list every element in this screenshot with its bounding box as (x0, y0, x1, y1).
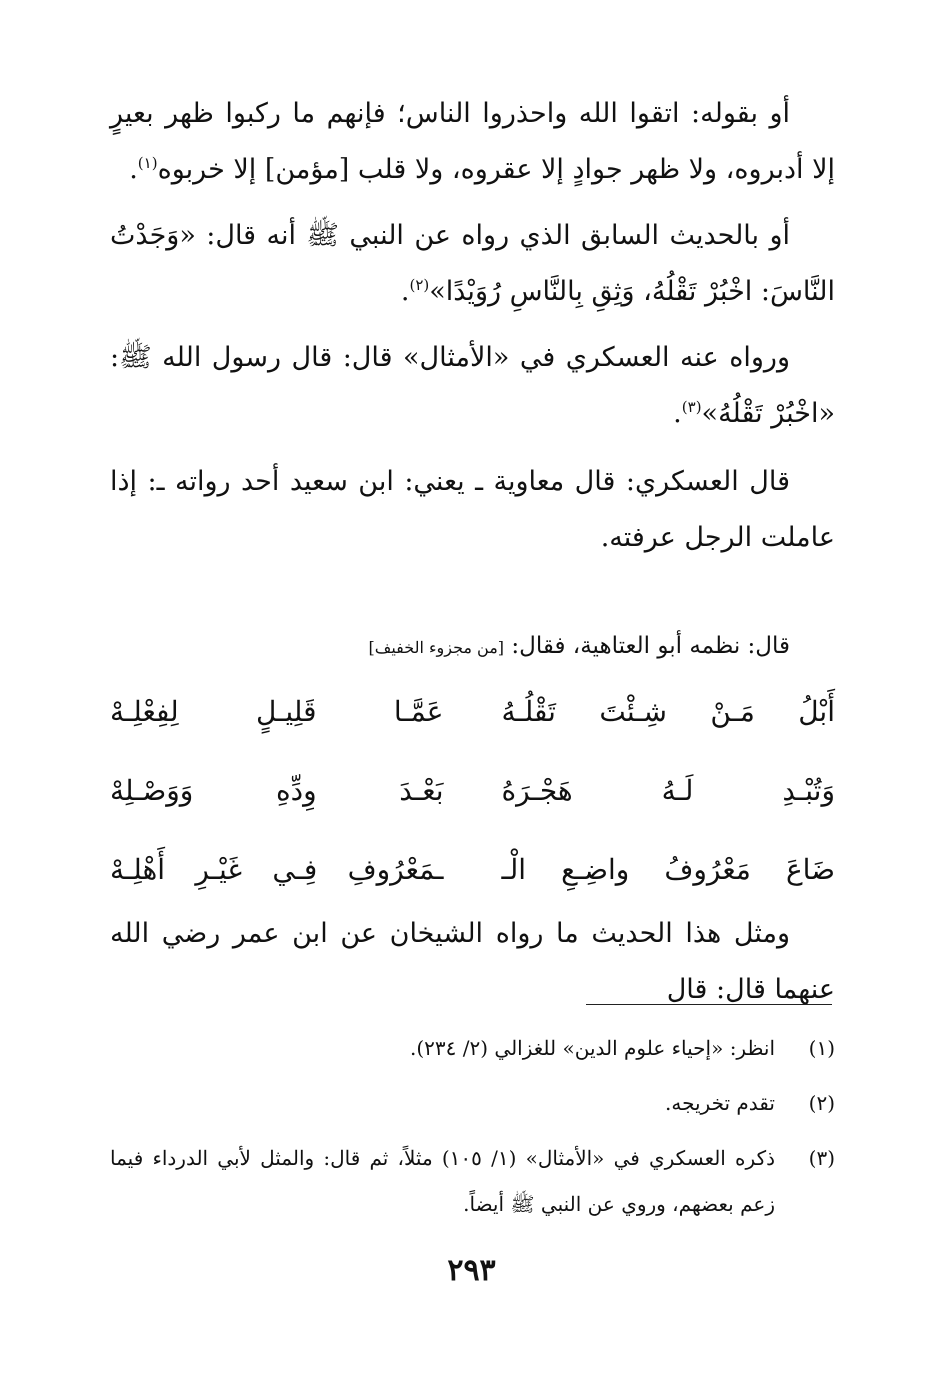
poetic-meter-label: [من مجزوء الخفيف] (368, 638, 505, 657)
footnote-separator (586, 1004, 832, 1005)
verse-intro-text: قال: نظمه أبو العتاهية، فقال: (511, 633, 790, 659)
footnote-ref-1: (١) (137, 154, 158, 172)
body-text-lower (110, 906, 835, 1018)
footnote-2 (110, 1080, 835, 1126)
footnote-3-number: (٣) (808, 1146, 835, 1170)
footnote-ref-2: (٢) (409, 276, 430, 294)
verse-intro (110, 626, 835, 668)
footnote-1 (110, 1025, 835, 1071)
poem-verse-3 (110, 830, 835, 909)
poem-verse-2-first-hemistich: وَتُبْـدِ لَـهُ هَجْـرَهُ (501, 774, 835, 807)
poem-verse-1-first-hemistich: أَبْلُ مَـنْ شِـئْتَ تَقْلُـهُ (501, 695, 835, 728)
paragraph-6: ومثل هذا الحديث ما رواه الشيخان عن ابن عمر رضي الله عنهما قال: قال (110, 918, 835, 1005)
poem-verse-1-second-hemistich: عَمَّـا قَلِيـلٍ لِفِعْلِـهْ (110, 695, 444, 728)
footnote-3 (110, 1135, 835, 1227)
footnote-3-text: ذكره العسكري في «الأمثال» (١/ ١٠٥) مثلاً، ثم قال: والمثل لأبي الدرداء فيما زعم بعضهم، وروي عن النبي ﷺ أيضاً. (110, 1146, 775, 1216)
footnotes (110, 1025, 835, 1227)
paragraph-1-end: . (129, 154, 138, 185)
paragraph-4: قال العسكري: قال معاوية ـ يعني: ابن سعيد أحد رواته ـ: إذا عاملت الرجل عرفته. (110, 466, 835, 553)
paragraph-2-end: . (400, 276, 410, 307)
footnote-2-number: (٢) (808, 1091, 835, 1115)
paragraph-3 (110, 330, 835, 442)
poem (110, 672, 835, 909)
page-number: ٢٩٣ (447, 1253, 496, 1288)
footnote-1-number: (١) (808, 1036, 835, 1060)
poem-verse-2 (110, 751, 835, 830)
poem-verse-2-second-hemistich: بَعْـدَ وِدِّهِ وَوَصْـلِهْ (110, 774, 444, 807)
footnote-ref-3: (٣) (681, 398, 702, 416)
paragraph-3-text: ورواه عنه العسكري في «الأمثال» قال: قال رسول الله ﷺ: «اخْبُرْ تَقْلُهُ» (110, 342, 835, 429)
paragraph-2 (110, 208, 835, 320)
paragraph-3-end: . (673, 398, 682, 429)
footnote-1-text: انظر: «إحياء علوم الدين» للغزالي (٢/ ٢٣٤). (409, 1036, 775, 1060)
body-text-upper (110, 86, 835, 566)
paragraph-2-text: أو بالحديث السابق الذي رواه عن النبي ﷺ أنه قال: «وَجَدْتُ النَّاسَ: اخْبُرْ تَقْلُهُ، وَثِقِ بِالنَّاسِ رُوَيْدًا» (110, 220, 835, 307)
poem-verse-3-first-hemistich: ضَاعَ مَعْرُوفُ واضِـعِ الْـ (501, 853, 835, 886)
paragraph-1 (110, 86, 835, 198)
paragraph-1-text: أو بقوله: اتقوا الله واحذروا الناس؛ فإنهم ما ركبوا ظهر بعيرٍ إلا أدبروه، ولا ظهر جوادٍ إلا عقروه، ولا قلب [مؤمن] إلا خربوه (110, 98, 835, 185)
poem-verse-1 (110, 672, 835, 751)
poem-verse-3-second-hemistich: ـمَعْرُوفِ فِـي غَيْـرِ أَهْلِـهْ (110, 853, 444, 886)
footnote-2-text: تقدم تخريجه. (665, 1091, 775, 1115)
